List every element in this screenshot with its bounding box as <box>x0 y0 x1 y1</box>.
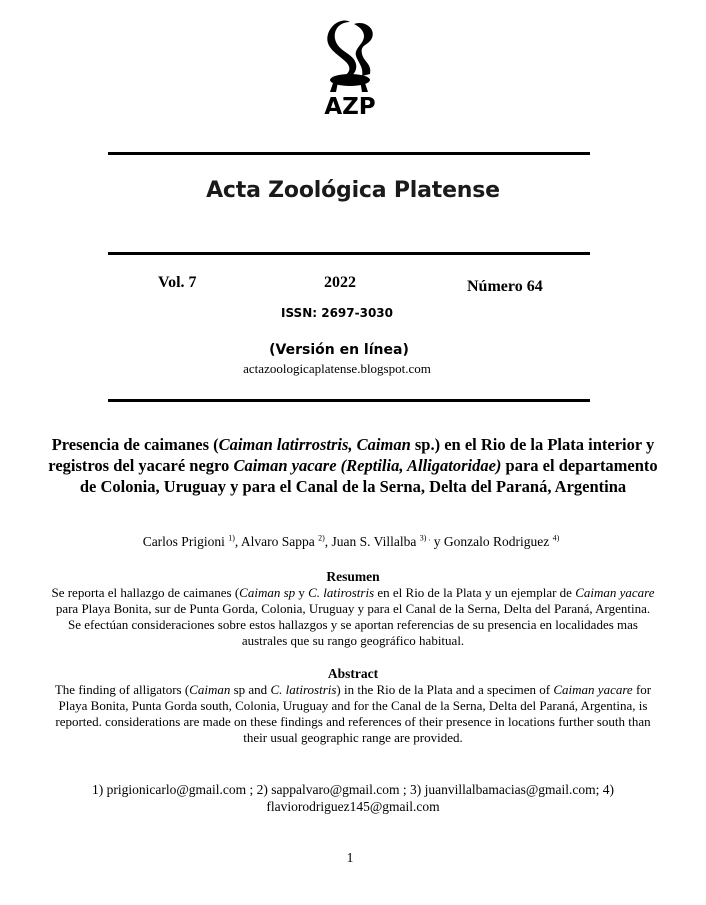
online-version: (Versión en línea) <box>269 342 409 358</box>
issue-number: Número 64 <box>467 278 543 295</box>
email-line[interactable]: flaviorodriguez145@gmail.com <box>266 799 440 814</box>
issn: ISSN: 2697-3030 <box>280 306 393 320</box>
year: 2022 <box>324 274 356 291</box>
journal-name: Acta Zoológica Platense <box>206 178 500 203</box>
abstract-text: The finding of alligators (Caiman sp and C. latirostris) in the Rio de la Plata and a specimen of Caiman yacare for Playa Bonita, Punta Gorda south, Colonia, Uruguay and for the Canal de la Serna, Delta del Paraná, Argentina, is reported. considerations are made on these findings and references of their presence in locations further south than their usual geographic range are provided. <box>54 682 652 745</box>
abstract-heading: Abstract <box>327 666 379 681</box>
divider-middle <box>108 252 590 255</box>
journal-logo <box>310 14 390 124</box>
author: Juan S. Villalba $^{3) .}$ y <box>331 533 444 549</box>
volume: Vol. 7 <box>158 274 197 291</box>
author: Alvaro Sappa $^{2)}$, <box>240 533 332 549</box>
divider-top <box>108 152 590 155</box>
article-title: Presencia de caimanes (Caiman latirrostris, Caiman sp.) en el Rio de la Plata interior y registros del yacaré negro Caiman yacare (Reptilia, Alligatoridae) para el departamento de Colonia, Uruguay y para el Canal de la Serna, Delta del Paraná, Argentina <box>48 435 658 496</box>
author-emails <box>30 781 676 815</box>
author: Carlos Prigioni $^{1)}$, <box>142 533 241 549</box>
authors <box>0 533 704 550</box>
email-line[interactable]: 1) prigionicarlo@gmail.com ; 2) sappalvaro@gmail.com ; 3) juanvillalbamacias@gmail.com; 4) <box>91 782 615 797</box>
author: Gonzalo Rodriguez $^{4)}$ <box>443 533 560 549</box>
divider-bottom <box>108 399 590 402</box>
resumen-heading: Resumen <box>326 569 380 584</box>
page-number: 1 <box>346 850 354 865</box>
logo-text: AZP <box>324 94 376 120</box>
website-link[interactable]: actazoologicaplatense.blogspot.com <box>243 361 431 376</box>
resumen-text: Se reporta el hallazgo de caimanes (Caiman sp y C. latirostris en el Rio de la Plata y un ejemplar de Caiman yacare para Playa Bonita, sur de Punta Gorda, Colonia, Uruguay y para el Canal de la Serna, Delta del Paraná, Argentina. Se efectúan consideraciones sobre estos hallazgos y se aportan referencias de su presencia en localidades mas australes que su rango geográfico habitual. <box>51 585 655 648</box>
